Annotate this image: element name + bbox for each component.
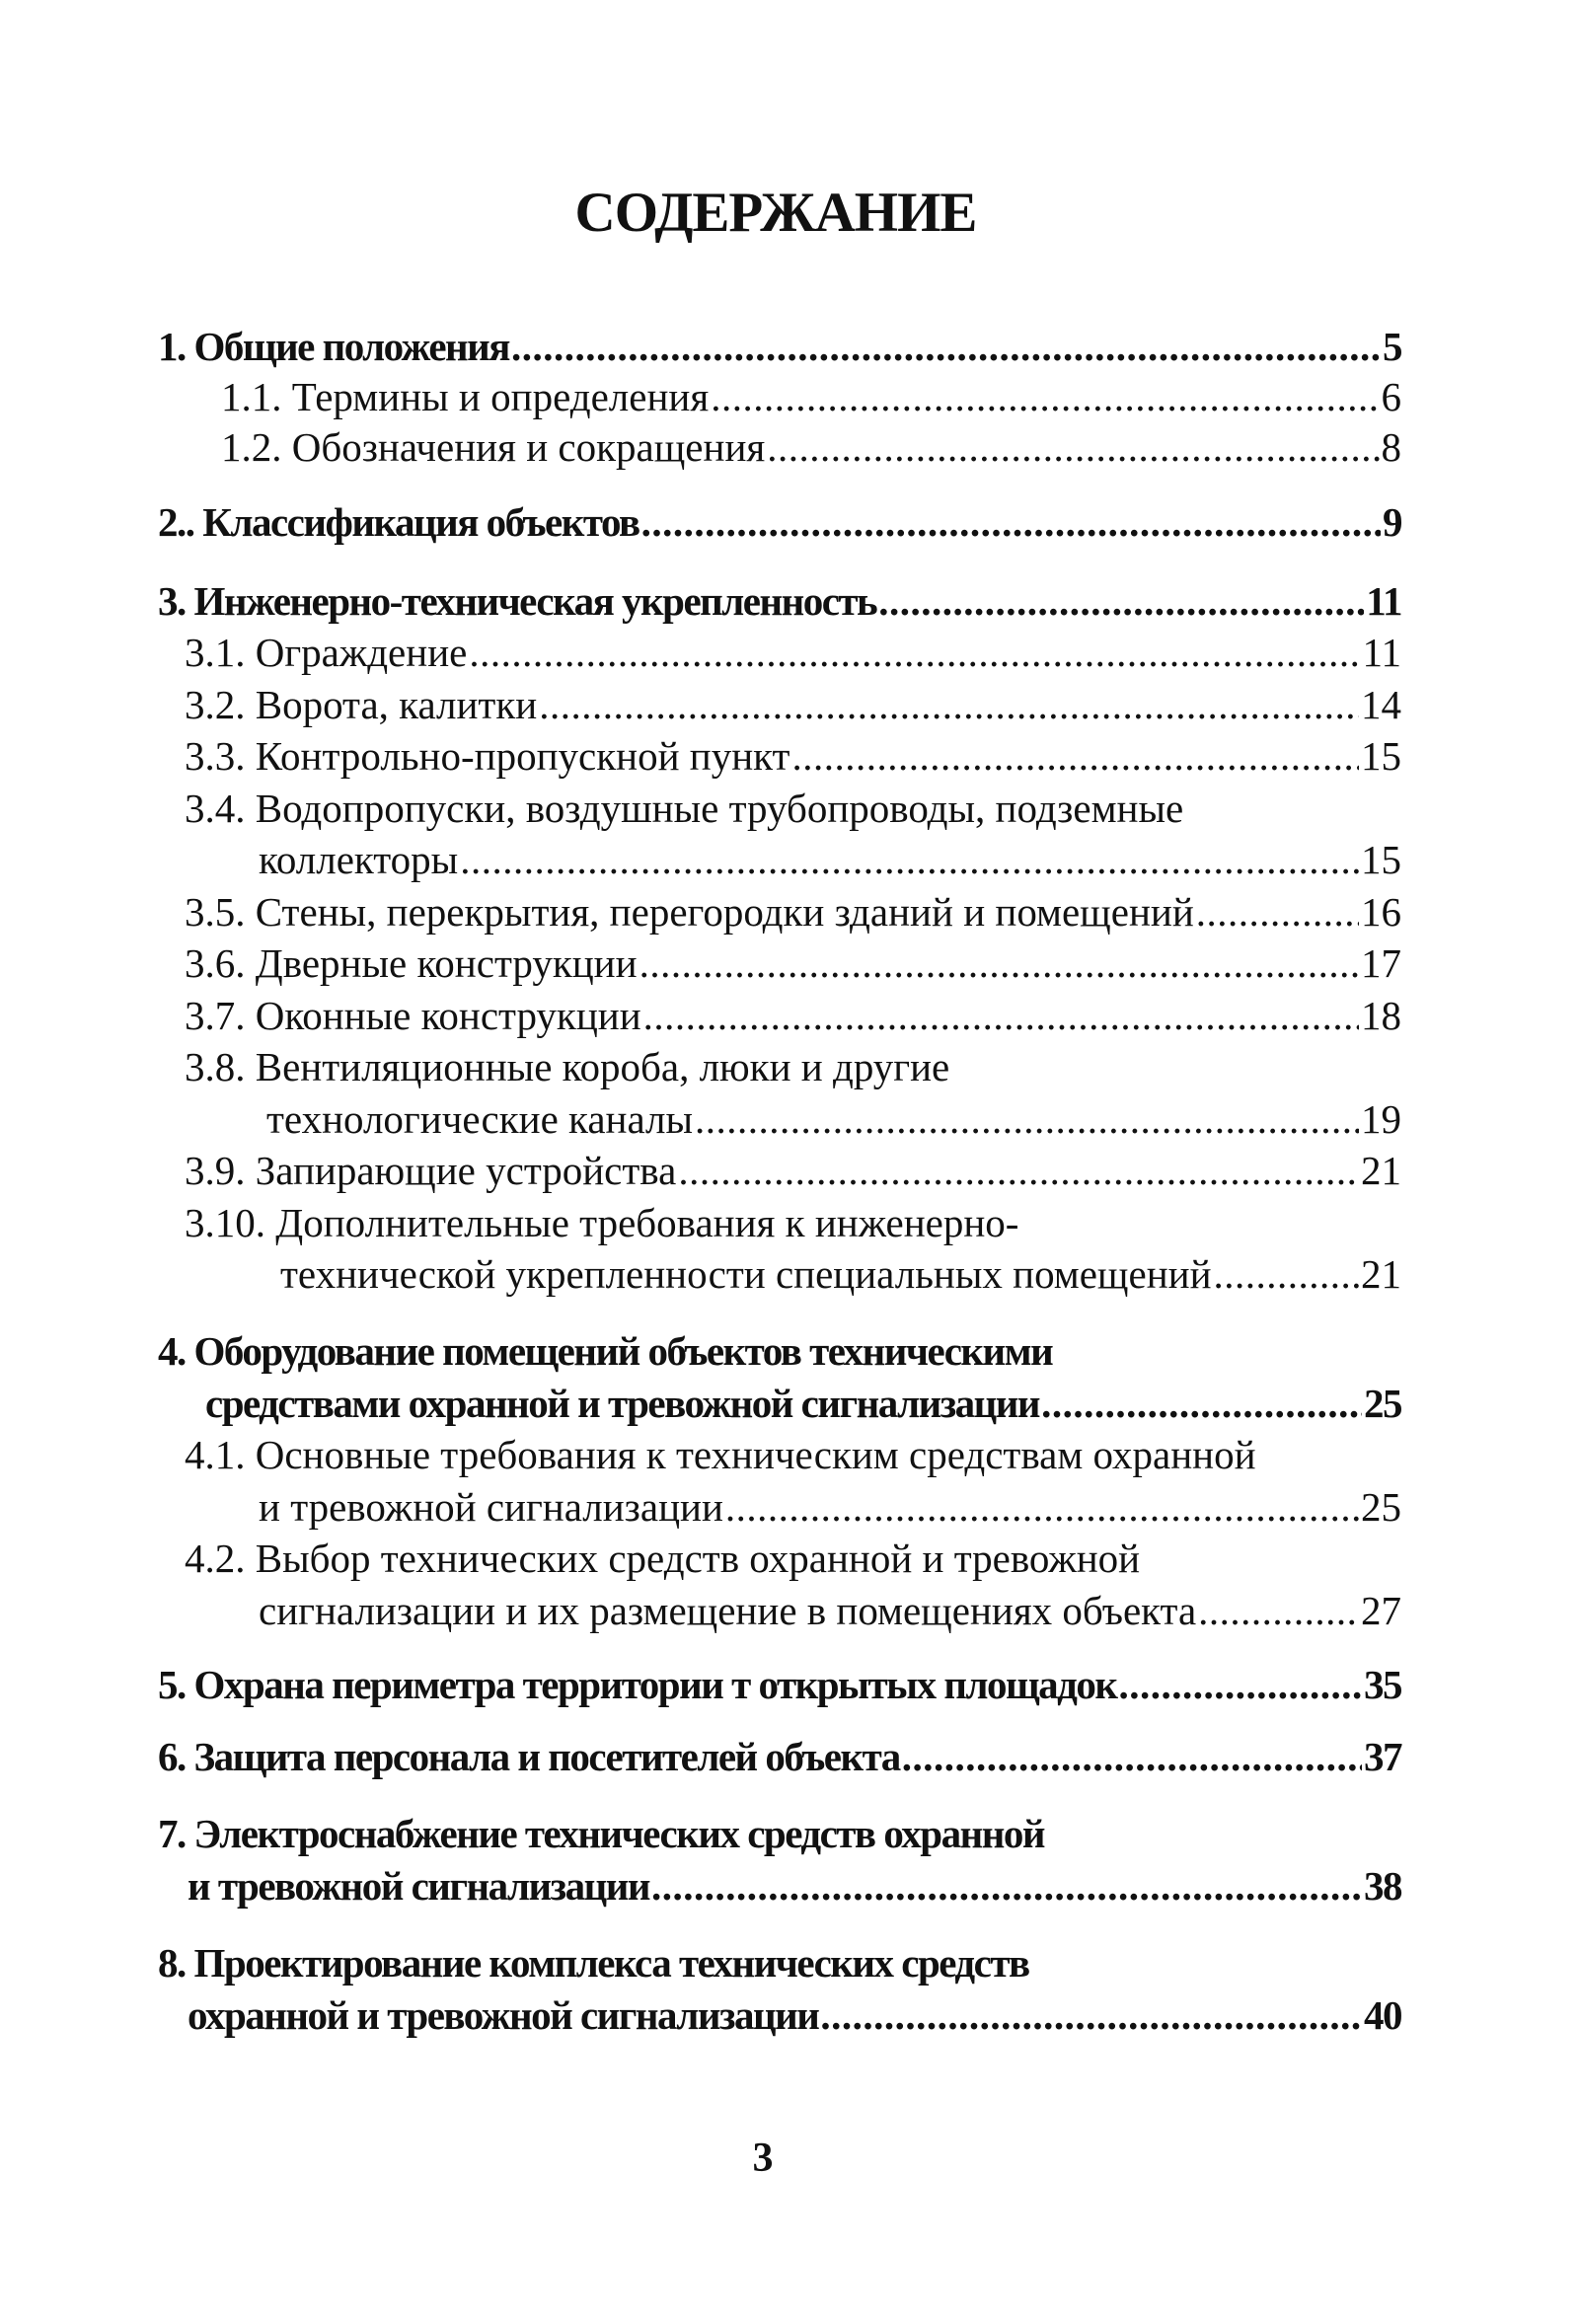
toc-entry-7-title: 7. Электроснабжение технических средств охранной (158, 1811, 1044, 1856)
toc-entry-7 (188, 1862, 1401, 1910)
toc-entry-page: 15 (1361, 733, 1401, 779)
toc-entry-3-5 (185, 888, 1401, 936)
toc-entry-3-10-title: 3.10. Дополнительные требования к инженерно- (185, 1200, 1019, 1245)
toc-entry-title-cont: технологические каналы (266, 1096, 694, 1142)
dot-leader (539, 681, 1359, 728)
toc-entry-8 (188, 1991, 1401, 2039)
toc-entry-page: 37 (1364, 1734, 1401, 1779)
dot-leader (711, 373, 1379, 420)
toc-entry-page: 16 (1361, 889, 1401, 935)
toc-entry-3-8-title: 3.8. Вентиляционные короба, люки и другие (185, 1044, 950, 1089)
toc-entry-title: 1.1. Термины и определения (221, 374, 710, 419)
toc-entry-4-title: 4. Оборудование помещений объектов техническими (158, 1328, 1053, 1374)
toc-entry-3-10 (280, 1250, 1401, 1298)
toc-entry-page: 27 (1361, 1588, 1401, 1633)
dot-leader (725, 1483, 1359, 1531)
toc-entry-4-2 (259, 1587, 1401, 1634)
dot-leader (878, 577, 1364, 625)
dot-leader (1041, 1380, 1362, 1427)
toc-entry-title: 3.5. Стены, перекрытия, перегородки зданий и помещений (185, 889, 1194, 935)
toc-entry-5 (158, 1661, 1401, 1708)
toc-entry-page: 19 (1361, 1096, 1401, 1142)
toc-entry-page: 21 (1361, 1251, 1401, 1297)
toc-entry-title-cont: охранной и тревожной сигнализации (188, 1992, 819, 2038)
toc-entry-title-cont: сигнализации и их размещение в помещениях объекта (259, 1588, 1197, 1633)
dot-leader (820, 1991, 1362, 2039)
toc-entry-3-4 (259, 836, 1401, 883)
dot-leader (1214, 1250, 1359, 1298)
toc-entry-title: 3.2. Ворота, калитки (185, 682, 538, 727)
toc-entry-page: 38 (1364, 1863, 1401, 1909)
toc-entry-title: 3.6. Дверные конструкции (185, 940, 638, 986)
toc-entry-title-cont: коллекторы (259, 837, 459, 882)
toc-entry-3-6 (185, 939, 1401, 987)
dot-leader (767, 423, 1379, 471)
toc-entry-title-cont: и тревожной сигнализации (259, 1484, 723, 1530)
toc-entry-3-3 (185, 732, 1401, 780)
toc-entry-title: 5. Охрана периметра территории т открытых площадок (158, 1662, 1117, 1707)
toc-entry-page: 25 (1361, 1484, 1401, 1530)
toc-entry-title: 2.. Классификация объектов (158, 499, 639, 545)
dot-leader (511, 323, 1381, 370)
toc-entry-page: 14 (1361, 682, 1401, 727)
toc-entry-1 (158, 323, 1401, 370)
toc-entry-3-9 (185, 1147, 1401, 1194)
toc-entry-8-title: 8. Проектирование комплекса технических средств (158, 1940, 1029, 1986)
dot-leader (1119, 1661, 1362, 1708)
toc-entry-3-8 (266, 1095, 1401, 1143)
toc-entry-4-1 (259, 1483, 1401, 1531)
toc-entry-1-2 (221, 423, 1401, 471)
dot-leader (460, 836, 1359, 883)
dot-leader (791, 732, 1359, 780)
toc-entry-3-7 (185, 992, 1401, 1039)
toc-entry-page: 35 (1364, 1662, 1401, 1707)
toc-entry-page: 21 (1361, 1148, 1401, 1193)
page-number: 3 (752, 2136, 774, 2181)
toc-entry-title: 3. Инженерно-техническая укрепленность (158, 578, 877, 624)
toc-entry-1-1 (221, 373, 1401, 420)
toc-entry-page: 18 (1361, 993, 1401, 1038)
toc-entry-title-cont: технической укрепленности специальных помещений (280, 1251, 1212, 1297)
toc-entry-title-cont: и тревожной сигнализации (188, 1863, 649, 1909)
toc-entry-title: 3.3. Контрольно-пропускной пункт (185, 733, 790, 779)
toc-entry-title-cont: средствами охранной и тревожной сигнализации (205, 1381, 1040, 1426)
toc-entry-4 (205, 1380, 1401, 1427)
dot-leader (639, 939, 1359, 987)
toc-entry-3 (158, 577, 1401, 625)
dot-leader (902, 1733, 1362, 1780)
toc-entry-page: 8 (1381, 424, 1401, 470)
toc-entry-title: 6. Защита персонала и посетителей объекта (158, 1734, 900, 1779)
dot-leader (651, 1862, 1362, 1910)
toc-entry-page: 17 (1361, 940, 1401, 986)
toc-entry-title: 3.1. Ограждение (185, 630, 468, 675)
toc-entry-page: 6 (1381, 374, 1401, 419)
toc-entry-2 (158, 498, 1401, 546)
page-title: СОДЕРЖАНИЕ (574, 182, 977, 244)
toc-entry-page: 25 (1364, 1381, 1401, 1426)
dot-leader (695, 1095, 1359, 1143)
toc-entry-3-1 (185, 629, 1401, 676)
toc-entry-page: 11 (1362, 630, 1401, 675)
toc-entry-3-4-title: 3.4. Водопропуски, воздушные трубопроводы, подземные (185, 786, 1184, 831)
toc-entry-4-1-title: 4.1. Основные требования к техническим средствам охранной (185, 1432, 1256, 1477)
toc-entry-page: 9 (1383, 499, 1401, 545)
dot-leader (1196, 888, 1359, 936)
toc-entry-title: 1.2. Обозначения и сокращения (221, 424, 766, 470)
dot-leader (643, 992, 1359, 1039)
toc-entry-title: 3.9. Запирающие устройства (185, 1148, 677, 1193)
toc-entry-page: 15 (1361, 837, 1401, 882)
toc-entry-page: 5 (1383, 324, 1401, 369)
toc-entry-title: 3.7. Оконные конструкции (185, 993, 641, 1038)
dot-leader (1198, 1587, 1359, 1634)
toc-entry-3-2 (185, 681, 1401, 728)
toc-entry-title: 1. Общие положения (158, 324, 509, 369)
toc-entry-4-2-title: 4.2. Выбор технических средств охранной и тревожной (185, 1536, 1141, 1581)
toc-entry-6 (158, 1733, 1401, 1780)
toc-entry-page: 11 (1366, 578, 1401, 624)
dot-leader (678, 1147, 1359, 1194)
toc-entry-page: 40 (1364, 1992, 1401, 2038)
dot-leader (469, 629, 1360, 676)
dot-leader (641, 498, 1381, 546)
